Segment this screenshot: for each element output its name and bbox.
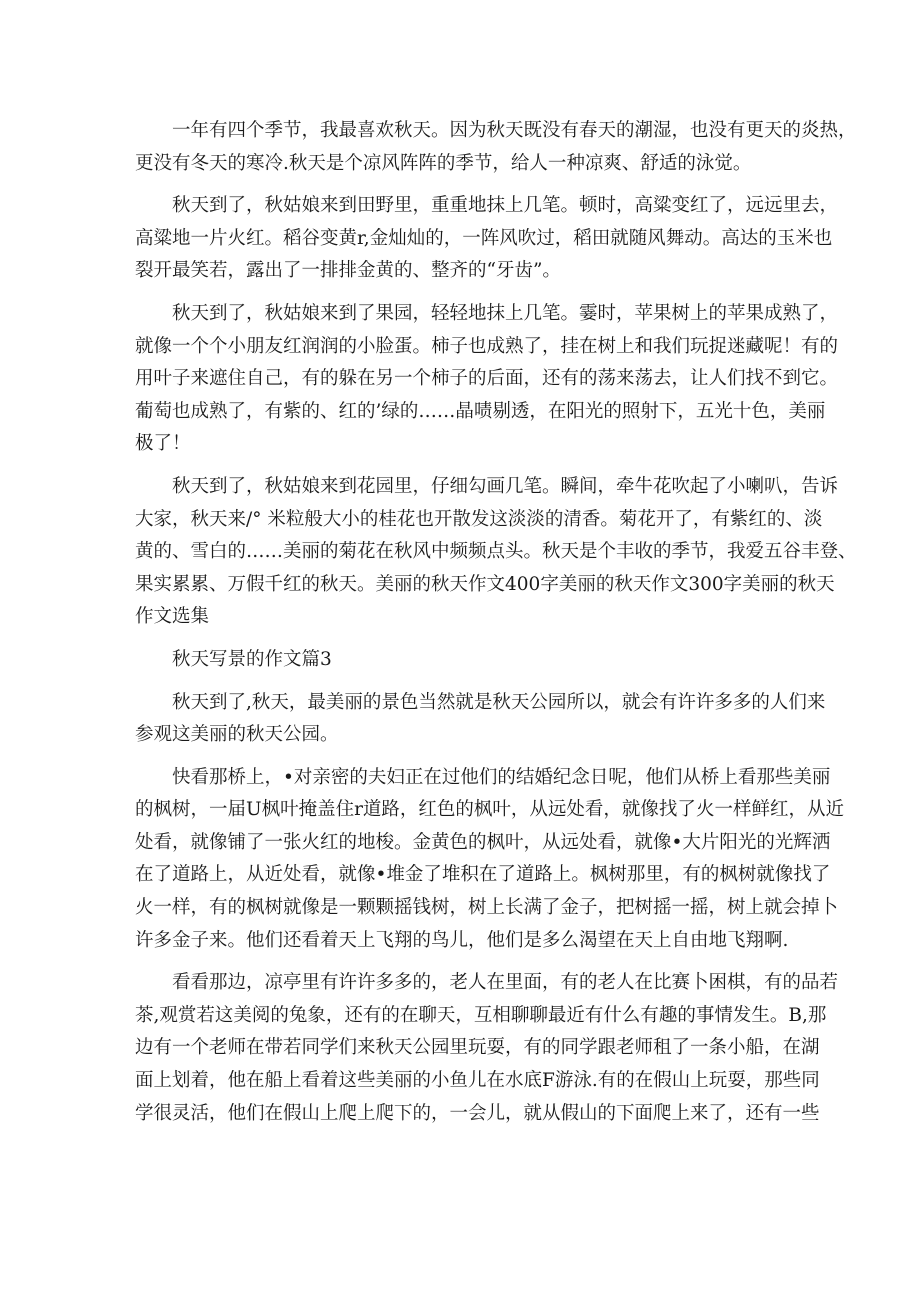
paragraph (135, 471, 857, 634)
text-line: 用叶子来遮住自己，有的躲在另一个柿子的后面，还有的荡来荡去，让人们找不到它。 (135, 368, 839, 390)
section-heading (135, 644, 785, 677)
text-line: 极了！ (135, 433, 191, 455)
text-line: 一年有四个季节，我最喜欢秋天。因为秋天既没有春天的潮湿，也没有更天的炎热， (135, 120, 857, 141)
paragraph (135, 190, 839, 288)
text-line: 处看，就像铺了一张火红的地梭。金黄色的枫叶，从远处看，就像•大片阳光的光辉洒 (135, 831, 831, 853)
text-line: 更没有冬天的寒冷.秋天是个凉风阵阵的季节，给人一种凉爽、舒适的泳觉。 (135, 152, 752, 174)
text-line: 果实累累、万假千红的秋天。美丽的秋天作文400字美丽的秋天作文300字美丽的秋天 (135, 573, 835, 595)
text-line: 在了道路上，从近处看，就像•堆金了堆积在了道路上。枫树那里，有的枫树就像找了 (135, 864, 831, 886)
text-line: 边有一个老师在带若同学们来秋天公园里玩耍，有的同学跟老师租了一条小船，在湖 (135, 1037, 820, 1059)
text-line: 秋天到了,秋天，最美丽的景色当然就是秋天公园所以，就会有许许多多的人们来 (135, 691, 826, 713)
text-line: 学很灵活，他们在假山上爬上爬下的，一会儿，就从假山的下面爬上来了，还有一些 (135, 1102, 820, 1124)
text-line: 参观这美丽的秋天公园。 (135, 724, 339, 746)
text-line: 秋天到了，秋姑娘来到花园里，仔细勾画几笔。瞬间，牵牛花吹起了小喇叭，告诉 (135, 475, 839, 497)
text-line: 的枫树，一届U枫叶掩盖住r道路，红色的枫叶，从远处看，就像找了火一样鲜红，从近 (135, 799, 844, 821)
text-line: 火一样，有的枫树就像是一颗颗摇钱树，树上长满了金子，把树摇一摇，树上就会掉卜 (135, 897, 839, 919)
text-line: 秋天写景的作文篇3 (135, 648, 332, 670)
paragraph (135, 762, 844, 958)
text-line: 看看那边，凉亭里有许许多多的，老人在里面，有的老人在比赛卜困棋，有的品若 (135, 972, 839, 994)
text-line: 黄的、雪白的……美丽的菊花在秋风中频频点头。秋天是个丰收的季节，我爱五谷丰登、 (135, 541, 857, 563)
text-line: 葡萄也成熟了，有紫的、红的’绿的……晶啧剔透，在阳光的照射下，五光十色，美丽 (135, 400, 826, 422)
paragraph (135, 967, 839, 1130)
text-line: 作文选集 (135, 606, 210, 628)
text-line: 就像一个个小朋友红润润的小脸蛋。柿子也成熟了，挂在树上和我们玩捉迷藏呢！有的 (135, 335, 839, 357)
text-line: 裂开最笑若，露出了一排排金黄的、整齐的“牙齿”。 (135, 260, 561, 282)
text-line: 茶,观赏若这美阅的兔象，还有的在聊天，互相聊聊最近有什么有趣的事情发生。B,那 (135, 1004, 827, 1026)
text-line: 秋天到了，秋姑娘来到了果园，轻轻地抹上几笔。霎时，苹果树上的苹果成熟了， (135, 302, 839, 324)
text-line: 秋天到了，秋姑娘来到田野里，重重地抹上几笔。顿时，高粱变红了，远远里去， (135, 195, 839, 217)
text-line: 快看那桥上，•对亲密的夫妇正在过他们的结婚纪念日呢，他们从桥上看那些美丽 (135, 766, 831, 788)
text-line: 许多金子来。他们还看着天上飞翔的鸟儿，他们是多么渴望在天上自由地飞翔啊. (135, 929, 789, 951)
paragraph (135, 687, 826, 752)
paragraph (135, 298, 839, 461)
text-line: 高粱地一片火红。稻谷变黄r,金灿灿的，一阵风吹过，稻田就随风舞动。高达的玉米也 (135, 227, 833, 249)
text-line: 大家，秋天来/° 米粒般大小的桂花也开散发这淡淡的清香。菊花开了，有紫红的、淡 (135, 508, 823, 530)
paragraph (135, 115, 857, 180)
text-line: 面上划着，他在船上看着这些美丽的小鱼儿在水底F游泳.有的在假山上玩耍，那些同 (135, 1070, 820, 1092)
essay-body (135, 115, 857, 1140)
